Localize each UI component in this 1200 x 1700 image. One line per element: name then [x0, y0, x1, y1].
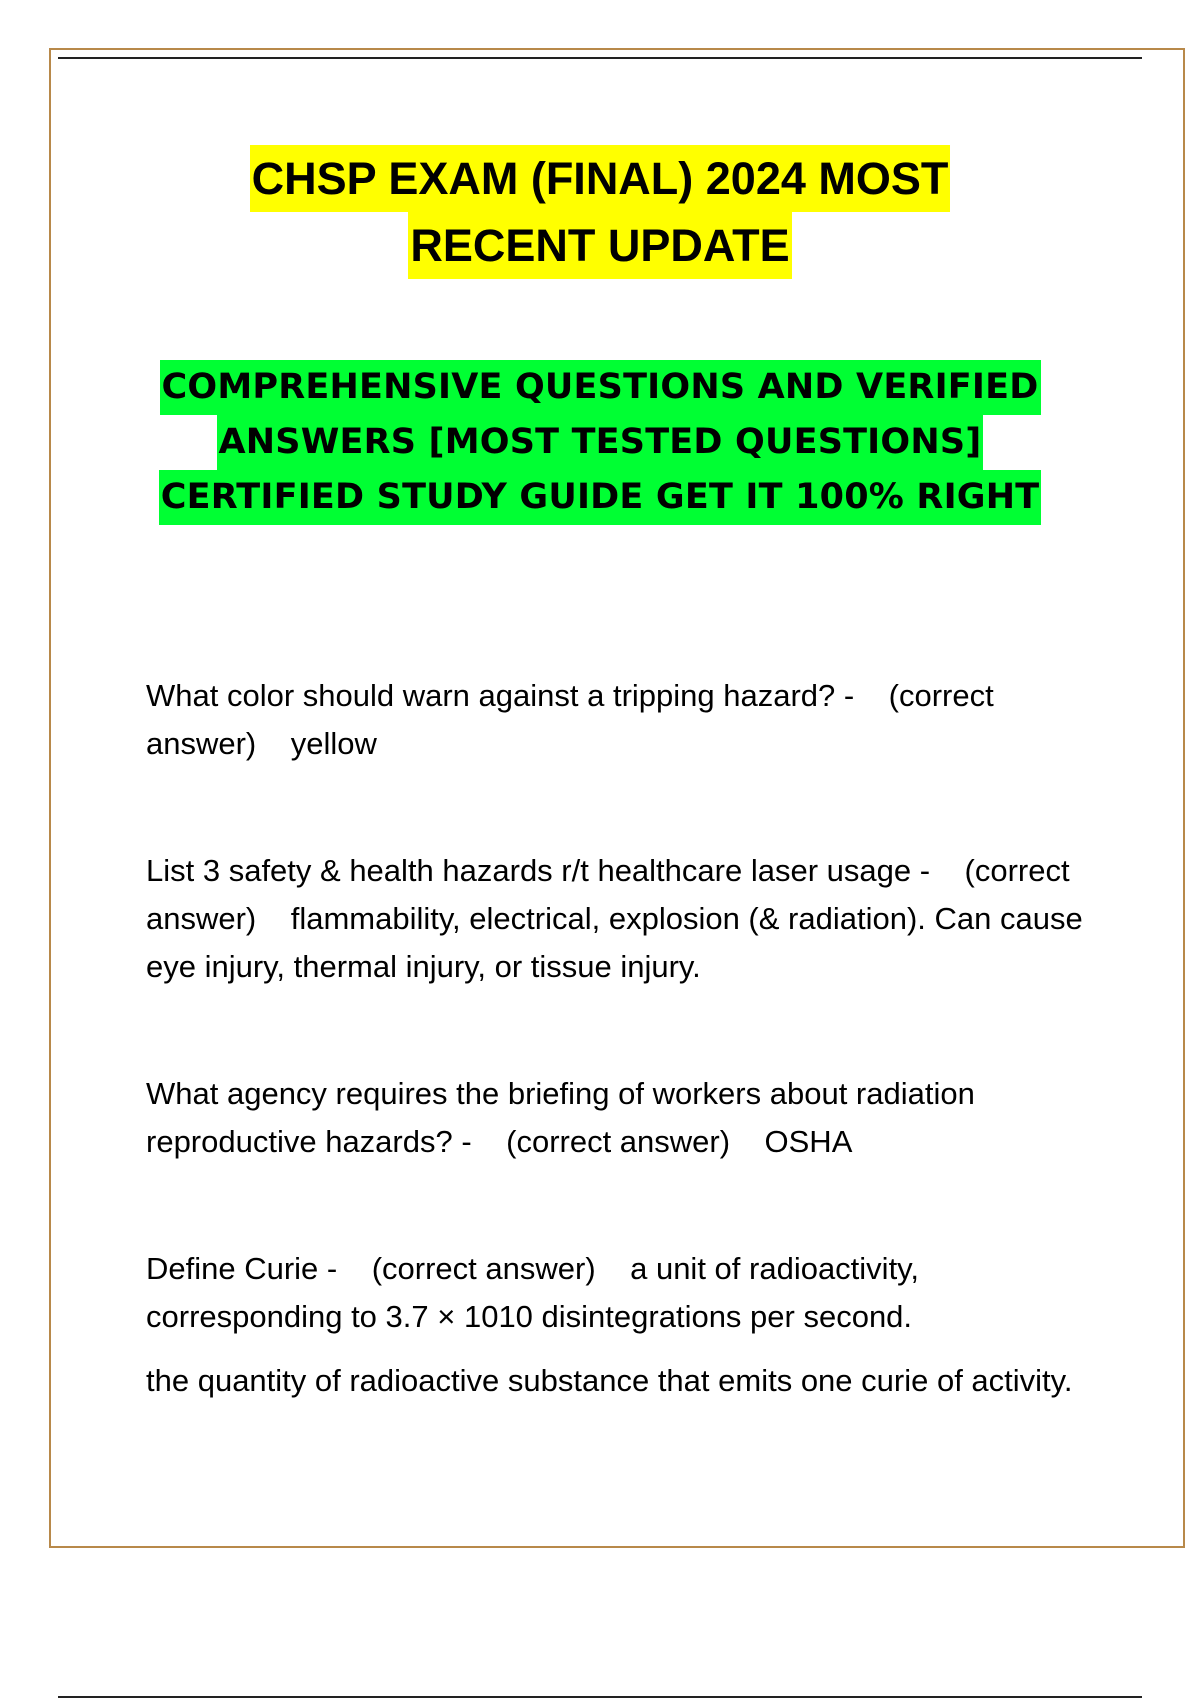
answer-label: (correct answer) [146, 678, 994, 761]
question-text: List 3 safety & health hazards r/t healthcare laser usage - [146, 853, 931, 888]
question-text: Define Curie - [146, 1251, 338, 1286]
qa-item [146, 1245, 1106, 1341]
question-text: What color should warn against a tripping hazard? - [146, 678, 855, 713]
answer-text: yellow [290, 726, 377, 761]
answer-text: flammability, electrical, explosion (& radiation). Can cause eye injury, thermal injury, or tissue injury. [146, 901, 1083, 984]
title-line-2: RECENT UPDATE [408, 212, 791, 279]
qa-list [146, 672, 1106, 1436]
qa-item [146, 847, 1106, 991]
subtitle-line-2: ANSWERS [MOST TESTED QUESTIONS] [217, 415, 984, 470]
answer-text: OSHA [764, 1124, 853, 1159]
qa-item [146, 672, 1106, 768]
answer-label: (correct answer) [371, 1251, 596, 1286]
question-text: What agency requires the briefing of workers about radiation reproductive hazards? - [146, 1076, 975, 1159]
bottom-rule [58, 1696, 1142, 1698]
qa-item [146, 1070, 1106, 1166]
top-rule [58, 57, 1142, 59]
answer-text: a unit of radioactivity, corresponding to 3.7 × 1010 disintegrations per second. [146, 1251, 919, 1334]
subtitle-line-3: CERTIFIED STUDY GUIDE GET IT 100% RIGHT [159, 470, 1042, 525]
answer-continuation: the quantity of radioactive substance that emits one curie of activity. [146, 1363, 1073, 1398]
answer-label: (correct answer) [506, 1124, 731, 1159]
answer-label: (correct answer) [146, 853, 1070, 936]
title-line-1: CHSP EXAM (FINAL) 2024 MOST [250, 145, 951, 212]
document-subtitle [60, 360, 1140, 525]
subtitle-line-1: COMPREHENSIVE QUESTIONS AND VERIFIED [160, 360, 1041, 415]
document-title [100, 145, 1100, 279]
